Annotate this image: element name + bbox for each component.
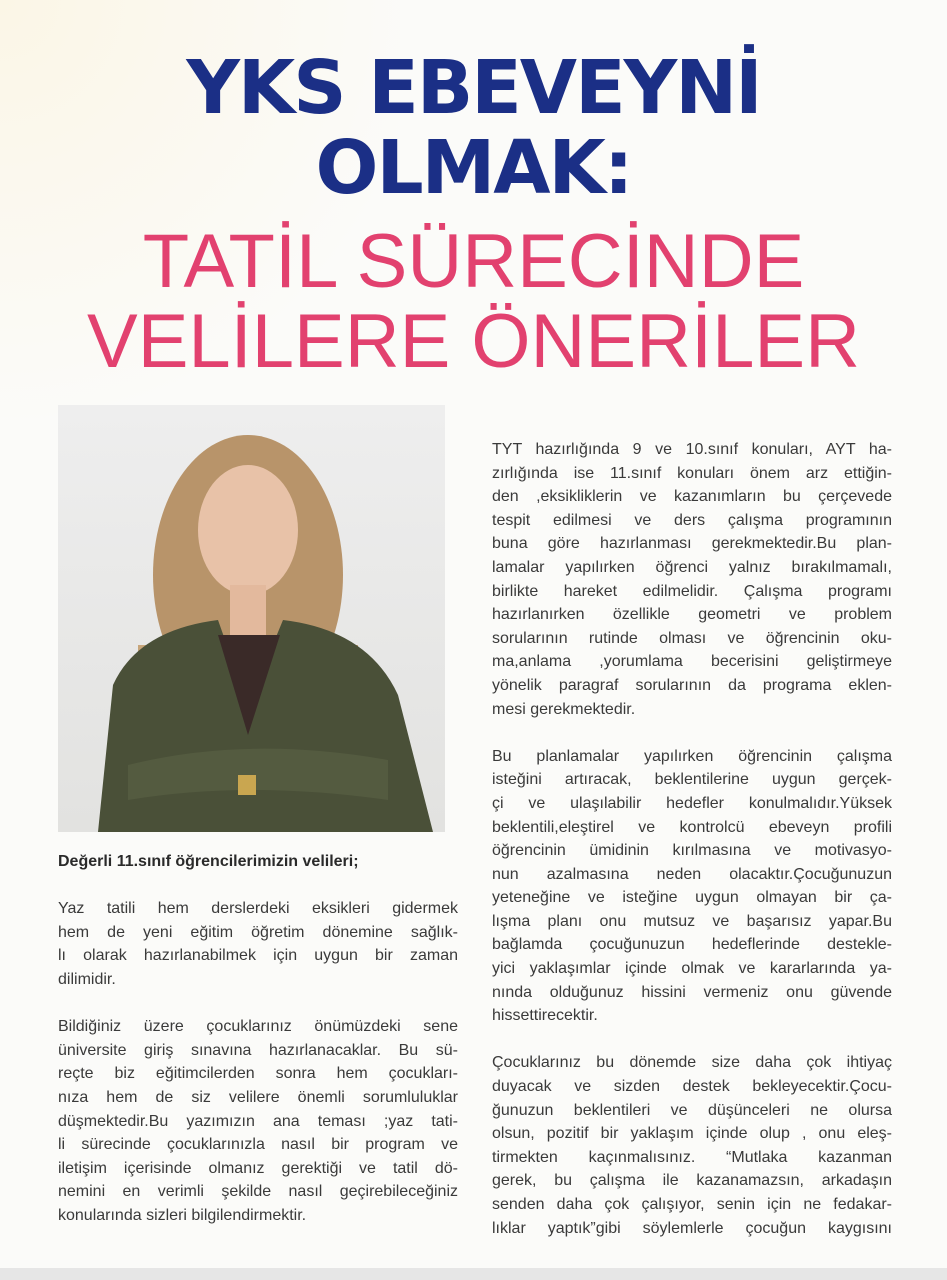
text-line: dilimidir. (58, 970, 116, 988)
text-line: senden daha çok çalışıyor, senin için ne fedakar- (492, 1196, 892, 1213)
text-line: gerek, bu çalışma ile kazanamazsın, arkadaşın (492, 1172, 892, 1190)
text-line: düşmektedir.Bu yazımızın ana teması ;yaz tati- (58, 1112, 458, 1130)
text-line: hem de yeni eğitim öğretim dönemine sağlık- (58, 923, 458, 941)
text-line: isteğini artıracak, beklentilerine uygun gerçek- (492, 771, 892, 789)
article-salutation: Değerli 11.sınıf öğrencilerimizin velileri; (58, 853, 359, 870)
text-line: tespit edilmesi ve ders çalışma programının (492, 511, 892, 529)
text-line: tirmekten kaçınmalısınız. “Mutlaka kazanman (492, 1148, 892, 1166)
text-line: lışma planı onu mutsuz ve başarısız yapar.Bu (492, 912, 892, 930)
text-line: den ,eksikliklerin ve kazanımların bu çerçevede (492, 488, 892, 506)
text-line: beklentili,eleştirel ve kontrolcü ebeveyn profili (492, 818, 892, 836)
paragraph (58, 1015, 458, 1227)
text-line: Çocuklarınız bu dönemde size daha çok ihtiyaç (492, 1054, 892, 1072)
text-line: Yaz tatili hem derslerdeki eksikleri gidermek (58, 900, 458, 918)
text-line: hissettirecektir. (492, 1007, 598, 1025)
text-line: yönelik paragraf sorularının da programa eklen- (492, 676, 892, 694)
title-line-1: YKS EBEVEYNİ (186, 45, 761, 131)
text-line: yeteneğine ve isteğine uygun olmayan bir ça- (492, 889, 892, 907)
text-line: buna göre hazırlanması gerekmektedir.Bu plan- (492, 535, 892, 553)
paragraph (492, 1051, 892, 1240)
text-line: zırlığında ise 11.sınıf konuları önem arz ettiğin- (492, 464, 892, 482)
text-line: ma,anlama ,yorumlama becerisini geliştirmeye (492, 653, 892, 671)
text-line: nemini en verimli şekilde nasıl geçirebileceğiniz (58, 1183, 458, 1201)
text-line: nında olduğunuz hissini vermeniz onu güvende (492, 983, 892, 1001)
text-line: nıza hem de siz velilere önemli sorumluluklar (58, 1088, 458, 1106)
paragraph (58, 897, 458, 991)
text-line: nun azalmasına neden olacaktır.Çocuğunuzun (492, 865, 892, 883)
text-line: çi ve ulaşılabilir hedefler konulmalıdır.Yüksek (492, 794, 892, 812)
text-line: lıklar yaptık”gibi söylemlerle çocuğun kaygısını (492, 1219, 892, 1237)
author-photo (58, 405, 445, 832)
text-line: konularında sizleri bilgilendirmektir. (58, 1206, 307, 1224)
text-line: yici yaklaşımlar içinde olmak ve kararlarında ya- (492, 960, 892, 978)
text-line: reçte biz eğitimcilerden sonra hem çocukları- (58, 1065, 458, 1083)
bottom-edge (0, 1268, 947, 1280)
text-line: duyacak ve sizden destek bekleyecektir.Çocu- (492, 1078, 892, 1096)
text-line: üniversite giriş sınavına hazırlanacaklar. Bu sü- (58, 1041, 458, 1059)
title-line-2: OLMAK: (315, 125, 632, 211)
right-column (492, 438, 892, 1264)
text-line: birlikte hareket edilmelidir. Çalışma programı (492, 582, 892, 600)
text-line: ğunuzun beklentileri ve düşünceleri ne olursa (492, 1101, 892, 1119)
subtitle-line-1: TATİL SÜRECİNDE (142, 219, 805, 304)
text-line: öğrencinin ümidinin kırılmasına ve motivasyo- (492, 842, 892, 860)
paragraph (492, 438, 892, 721)
text-line: bağlamda çocuğunuzun hedeflerinde destekle- (492, 936, 892, 954)
text-line: iletişim içerisinde olmanız gerektiği ve tatil dö- (58, 1159, 458, 1177)
text-line: olsun, pozitif bir yaklaşım içinde olup , onu eleş- (492, 1125, 892, 1143)
text-line: lı olarak hazırlanabilmek için uygun bir zaman (58, 947, 458, 965)
left-column (58, 850, 458, 1251)
text-line: lamalar yapılırken öğrenci yalnız bırakılmamalı, (492, 558, 892, 576)
text-line: li sürecinde çocuklarınızla nasıl bir program ve (58, 1136, 458, 1154)
text-line: hazırlanırken özellikle geometri ve problem (492, 606, 892, 624)
text-line: sorularının rutinde olması ve öğrencinin oku- (492, 629, 892, 647)
text-line: Bu planlamalar yapılırken öğrencinin çalışma (492, 747, 892, 765)
paragraph (492, 745, 892, 1028)
subtitle-line-2: VELİLERE ÖNERİLER (87, 299, 860, 384)
text-line: mesi gerekmektedir. (492, 700, 636, 718)
text-line: TYT hazırlığında 9 ve 10.sınıf konuları, AYT ha- (492, 441, 892, 458)
text-line: Bildiğiniz üzere çocuklarınız önümüzdeki sene (58, 1018, 458, 1036)
